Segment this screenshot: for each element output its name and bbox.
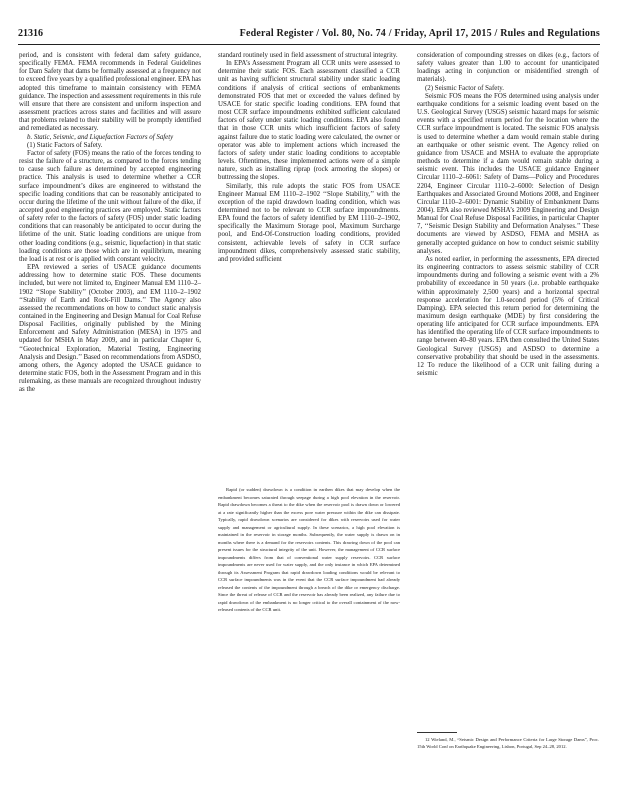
paragraph: In EPA’s Assessment Program all CCR units were assessed to determine their static FOS. Each assessment classified a CCR unit as having sufficient structural stability under static loading conditions if analysis of critical sections of embankments demonstrated FOS that met or exceeded the values defined by USACE for static specific loading conditions. EPA found that most CCR surface impoundments exhibited sufficient calculated factors of safety under static loading conditions. EPA also found that in those CCR units which insufficient factors of safety against failure due to static loading were calculated, the owner or operator was able to implement actions which increased the factors of safety under static loading conditions to acceptable levels. Oftentimes, these implemented actions were of a simple nature, such as installing riprap (rock armoring the slopes) or buttressing the slopes. <box>218 60 400 182</box>
paragraph: EPA reviewed a series of USACE guidance documents addressing how to determine static FOS. These documents included, but were not limited to, Engineer Manual EM 1110–2–1902 ‘‘Slope Stability’’ (October 2003), and EM 1110–2–1902 ‘‘Stability of Earth and Rock-Fill Dams.’’ The Agency also assessed the recommendations on how to conduct static analysis contained in the Engineering and Design Manual for Coal Refuse Disposal Facilities, originally published by the Mining Enforcement and Safety Administration (MESA) in 1975 and updated for MSHA in May 2009, and in particular Chapter 6, ‘‘Geotechnical Exploration, Material Testing, Engineering Analysis and Design.’’ Based on recommendations from ASDSO, among others, the Agency adopted the USACE guidance to determine static FOS, both in the Assessment Program and in this rulemaking, as these manuals are recognized throughout industry as the <box>19 264 201 394</box>
running-head: Federal Register / Vol. 80, No. 74 / Friday, April 17, 2015 / Rules and Regulations <box>239 28 600 39</box>
page-number: 21316 <box>18 28 43 39</box>
footnote-12-text: 12 Wieland, M., “Seismic Design and Performance Criteria for Large Storage Dams”, Proc. 15th World Conf on Earthquake Engineering, Lisbon, Portugal, Sep 24–28, 2012. <box>417 737 599 750</box>
paragraph: (2) Seismic Factor of Safety. <box>425 84 504 92</box>
column-left <box>19 52 201 395</box>
section-heading: b. Static, Seismic, and Liquefaction Factors of Safety <box>27 133 174 141</box>
page-header <box>18 28 600 44</box>
paragraph: Similarly, this rule adopts the static FOS from USACE Engineer Manual EM 1110–2–1902 ‘‘Slope Stability,’’ with the exception of the rapid drawdown loading condition, which was determined not to be relevant to CCR surface impoundments. EPA found the factors of safety identified by EM 1110–2–1902, specifically the Maximum Storage pool, Maximum Surcharge pool, and End-Of-Construction loading conditions, provided consistent, achievable levels of safety in CCR surface impoundment dikes, comprehensively assessed static stability, and provided sufficient <box>218 182 400 263</box>
paragraph: (1) Static Factors of Safety. <box>27 141 103 149</box>
paragraph: Factor of safety (FOS) means the ratio of the forces tending to resist the failure of a structure, as compared to the forces tending to cause such failure as determined by accepted engineering practice. This analysis is used to determine whether a CCR surface impoundment’s dikes are engineered to withstand the specific loading conditions that can be reasonably anticipated to occur during the lifetime of the unit without failure of the dike, if accepted good engineering practices are employed. Static factors of safety refer to the factors of safety (FOS) under static loading conditions that can reasonably be anticipated to occur during the lifetime of the unit. Static loading conditions are unique from other loading conditions (e.g., seismic, liquefaction) in that static loading conditions are those which are in equilibrium, meaning the load is at rest or is applied with constant velocity. <box>19 149 201 263</box>
footnote-rapid-drawdown <box>218 486 400 614</box>
paragraph: standard routinely used in field assessment of structural integrity. <box>218 52 398 59</box>
footnote-text: Rapid (or sudden) drawdown is a condition in earthen dikes that may develop when the embankment becomes saturated through seepage during a high pool elevation in the reservoir. Rapid drawdown becomes a threat to the dike when the reservoir pool is drawn down or lowered at a rate significantly higher than the excess pore water pressure within the dike can dissipate. Typically, rapid drawdown scenarios are considered for dikes with reservoirs used for water supply and management or agricultural supply. In these scenarios, a high pool elevation is maintained in the reservoir in storage months. Subsequently, the water supply is drawn on in months where there is a demand for the reservoirs contents. This drawing down of the pool can present issues for the structural integrity of the unit. However, the management of CCR surface impoundments differs from that of conventional water supply reservoirs. CCR surface impoundments are never used for water supply, and the only instance in which EPA determined through its Assessment Program that rapid drawdown loading conditions would be relevant to CCR surface impoundments was in the event that the CCR surface impoundment had already released the contents of the impoundment through a breach of the dike or emergency discharge. Since the threat of release of CCR and the reservoir has already been realized, any failure due to rapid drawdown of the embankment is no longer critical to the overall containment of the now-released contents of the CCR unit. <box>218 487 400 612</box>
paragraph: period, and is consistent with federal dam safety guidance, specifically FEMA. FEMA recommends in Federal Guidelines for Dam Safety that dams be formally assessed at a frequency not to exceed five years by a qualified professional engineer. EPA has adopted this timeframe to maintain consistency with FEMA guidance. The inspection and assessment requirements in this rule will ensure that there are consistent and uniform inspection and assessment practices across states and facilities and will assure that problems related to their stability will be promptly identified and remediated as necessary. <box>19 52 201 133</box>
footnote-rule <box>417 732 457 733</box>
column-middle <box>218 52 400 264</box>
paragraph: Seismic FOS means the FOS determined using analysis under earthquake conditions for a seismic loading event based on the U.S. Geological Survey (USGS) seismic hazard maps for seismic events with a specified return period for the location where the CCR surface impoundment is located. The seismic FOS analysis is used to determine whether a dam would remain stable during an earthquake or other seismic event. The Agency relied on guidance from USACE and MSHA to evaluate the appropriate methods to determine if a dam would remain stable during a seismic event. This includes the USACE guidance Engineer Circular 1110–2–6061: Safety of Dams—Policy and Procedures 2204, Engineer Circular 1110–2–6000: Selection of Design Earthquakes and Associated Ground Motions 2008, and Engineer Circular 1110–2–6001: Dynamic Stability of Embankment Dams 2004). EPA also reviewed MSHA’s 2009 Engineering and Design Manual for Coal Refuse Disposal Facilities, in particular Chapter 7, ‘‘Seismic Design Stability and Deformation Analyses.’’ These documents are viewed by ASDSO, FEMA and MSHA as generally accepted guidance on how to conduct seismic stability analyses. <box>417 92 599 255</box>
column-right <box>417 52 599 378</box>
paragraph: consideration of compounding stresses on dikes (e.g., factors of safety values greater than 1.00 to account for unanticipated loadings acting in conjunction or misidentified strength of materials). <box>417 52 599 84</box>
paragraph: As noted earlier, in performing the assessments, EPA directed its engineering contractors to assess seismic stability of CCR impoundments during and following a seismic event with a 2% probability of exceedance in 50 years (i.e. probable earthquake within approximately 2,500 years) and a horizontal spectral response acceleration for 1.0-second period (5% of Critical Damping). EPA selected this return period for determining the maximum design earthquake (MDE) by first considering the operating life anticipated for CCR surface impoundments. EPA has identified the operating life of CCR surface impoundments to range between 40–80 years. EPA then consulted the United States Geological Survey (USGS) and ASDSO to determine a conservative probability that should be used in the assessments. 12 To reduce the likelihood of a CCR unit failing during a seismic <box>417 255 599 378</box>
header-rule <box>18 44 600 45</box>
footnote-12 <box>417 736 599 750</box>
